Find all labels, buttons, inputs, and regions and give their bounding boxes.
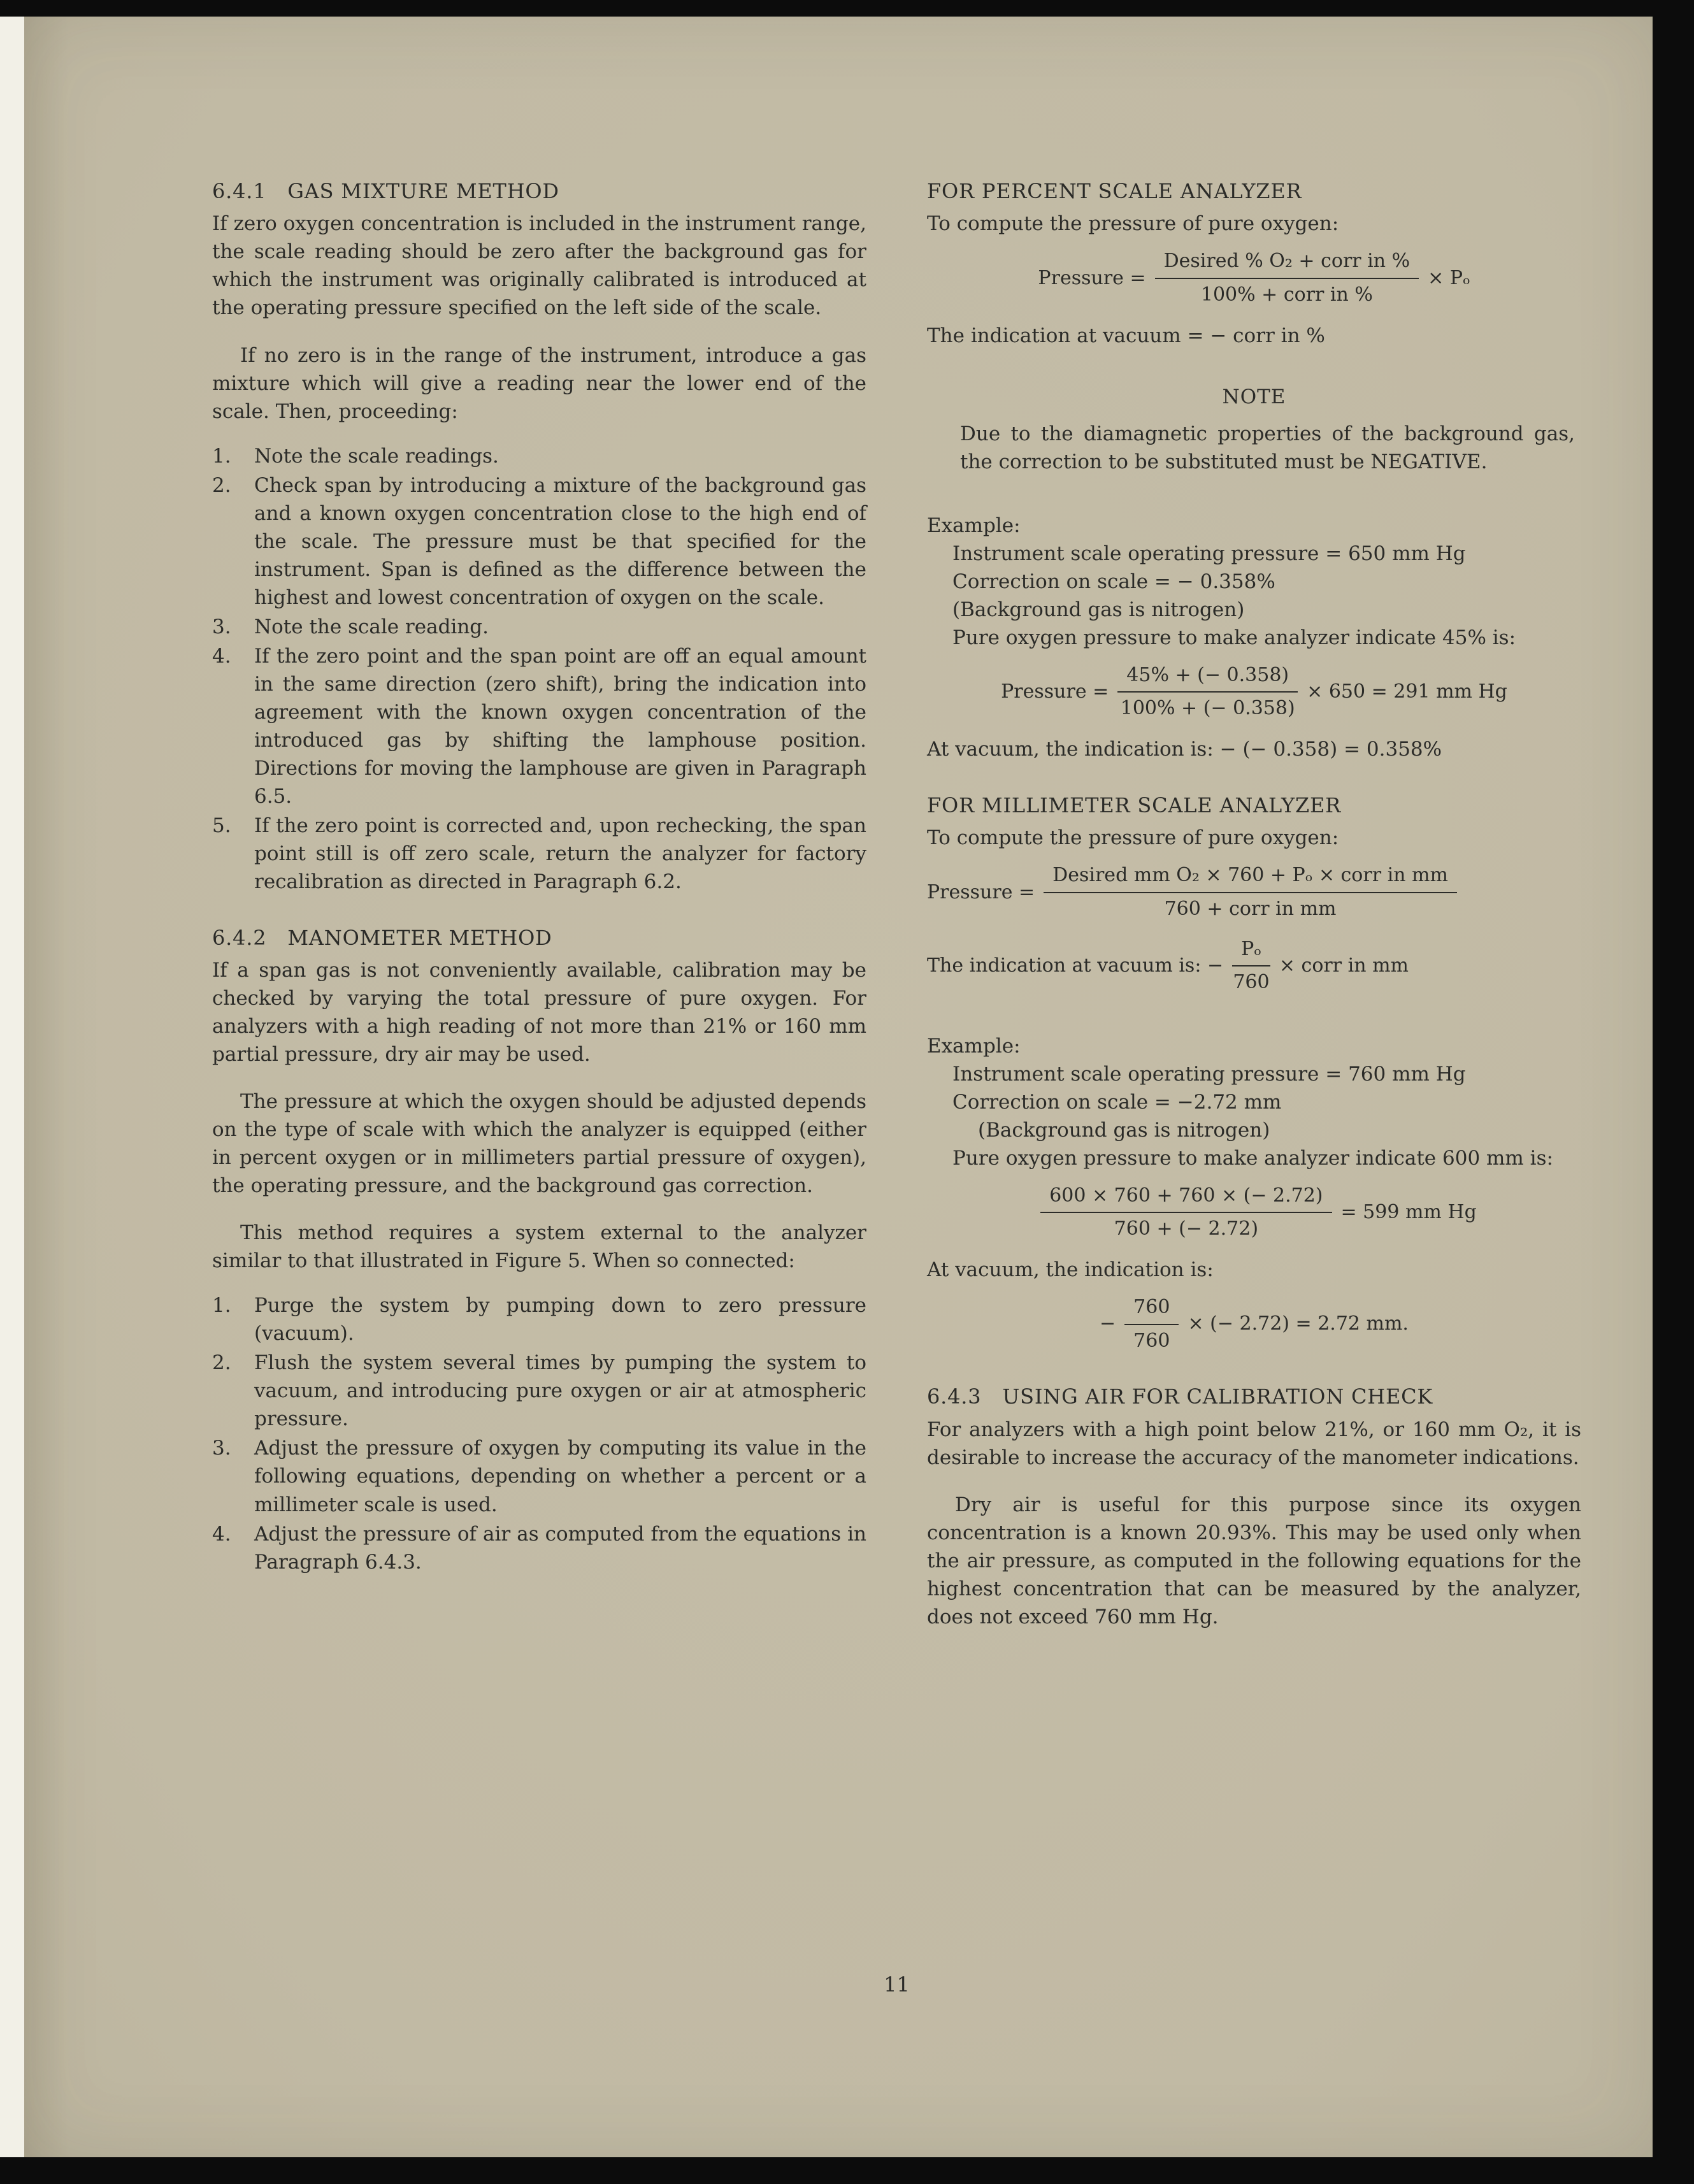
paragraph: The pressure at which the oxygen should be adjusted depends on the type of scale with which the analyzer is equipped (either in percent oxygen or in millimeters partial pressure of oxygen), the operating pressure, and the background gas correction. [212,1090,866,1198]
paragraph: If zero oxygen concentration is included in the instrument range, the scale reading should be zero after the background gas for which the instrument was originally calibrated is introduced at the operating pressure specified on the left side of the scale. [212,212,866,320]
numbered-list [212,442,866,896]
note-body: Due to the diamagnetic properties of the background gas, the correction to be substituted must be NEGATIVE. [960,422,1575,473]
note-heading: NOTE [1222,385,1286,408]
paragraph: If a span gas is not conveniently available, calibration may be checked by varying the total pressure of pure oxygen. For analyzers with a high reading of not more than 21% or 160 mm partial pressure, dry air may be used. [212,959,866,1067]
formula-lhs: Pressure = [927,880,1035,903]
formula-rhs: × Pₒ [1428,266,1470,289]
example-line: Instrument scale operating pressure = 650 mm Hg [952,542,1466,565]
numbered-list [212,1291,866,1576]
vacuum-result-line: At vacuum, the indication is: [927,1258,1214,1282]
fraction-denominator: 760 + (− 2.72) [1114,1218,1259,1240]
formula-rhs: × corr in mm [1279,954,1409,977]
formula-lhs: The indication at vacuum is: − [927,954,1224,977]
fraction [1232,936,1270,996]
fraction-numerator: 600 × 760 + 760 × (− 2.72) [1040,1182,1332,1214]
section-heading-641: 6.4.1 GAS MIXTURE METHOD [212,179,559,203]
list-item [212,471,866,612]
page-number: 11 [884,1972,910,1997]
list-number: 2. [212,473,231,497]
list-number: 2. [212,1351,231,1375]
example-line: Correction on scale = −2.72 mm [952,1090,1282,1114]
formula-rhs: × (− 2.72) = 2.72 mm. [1188,1312,1409,1335]
fraction-denominator: 760 [1233,971,1270,994]
list-text: Check span by introducing a mixture of the background gas and a known oxygen concentration close to the high end of the scale. The pressure must be that specified for the instrument. Span is defined as the difference between the highest and lowest concentration of oxygen on the scale. [254,473,866,609]
list-item [212,642,866,810]
paragraph: Dry air is useful for this purpose since its oxygen concentration is a known 20.93%. This may be used only when the air pressure, as computed in the following equations for the highest concentration that can be measured by the analyzer, does not exceed 760 mm Hg. [927,1493,1581,1628]
list-text: Flush the system several times by pumping the system to vacuum, and introducing pure oxygen or air at atmospheric pressure. [254,1351,866,1431]
list-text: Adjust the pressure of oxygen by computing its value in the following equations, depending on whether a percent or a millimeter scale is used. [254,1437,866,1516]
fraction [1155,248,1419,308]
vacuum-indication-line: The indication at vacuum = − corr in % [927,324,1325,347]
fraction-denominator: 100% + (− 0.358) [1120,697,1295,720]
list-item [212,1434,866,1518]
left-column [212,177,866,1635]
formula-lhs: Pressure = [1038,266,1146,289]
millimeter-scale-heading: FOR MILLIMETER SCALE ANALYZER [927,793,1342,817]
list-item [212,613,866,641]
list-number: 5. [212,814,231,837]
fraction-numerator: Pₒ [1232,936,1270,967]
fraction [1040,1182,1332,1243]
list-text: Note the scale readings. [254,444,499,468]
formula-mm-example [927,1182,1581,1243]
example-line: (Background gas is nitrogen) [952,598,1245,621]
formula-mm-vacuum-result [927,1294,1581,1354]
list-number: 4. [212,1522,231,1546]
vacuum-result-line: At vacuum, the indication is: − (− 0.358) = 0.358% [927,737,1442,761]
fraction-numerator: 760 [1124,1294,1179,1325]
paragraph: To compute the pressure of pure oxygen: [927,212,1339,236]
formula-rhs: × 650 = 291 mm Hg [1307,680,1507,703]
list-text: If the zero point and the span point are off an equal amount in the same direction (zero shift), bring the indication into agreement with the known oxygen concentration of the introduced gas by shifting the lamphouse position. Directions for moving the lamphouse are given in Paragraph 6.5. [254,644,866,808]
example-line: Pure oxygen pressure to make analyzer indicate 45% is: [952,626,1516,649]
fraction-numerator: Desired % O₂ + corr in % [1155,248,1419,279]
section-heading-643: 6.4.3 USING AIR FOR CALIBRATION CHECK [927,1384,1433,1409]
formula-percent-example [927,662,1581,722]
list-item [212,1520,866,1576]
list-number: 3. [212,615,231,638]
formula-lhs: Pressure = [1001,680,1109,703]
list-text: Purge the system by pumping down to zero pressure (vacuum). [254,1294,866,1346]
fraction [1117,662,1298,722]
paragraph: For analyzers with a high point below 21%, or 160 mm O₂, it is desirable to increase the accuracy of the manometer indications. [927,1418,1581,1469]
formula-rhs: = 599 mm Hg [1340,1201,1477,1224]
fraction-numerator: 45% + (− 0.358) [1117,662,1298,693]
section-heading-642: 6.4.2 MANOMETER METHOD [212,925,552,950]
paragraph: This method requires a system external to the analyzer similar to that illustrated in Figure 5. When so connected: [212,1221,866,1273]
fraction-denominator: 100% + corr in % [1200,284,1373,306]
list-text: If the zero point is corrected and, upon rechecking, the span point still is off zero scale, return the analyzer for factory recalibration as directed in Paragraph 6.2. [254,814,866,893]
example-line: Instrument scale operating pressure = 760 mm Hg [952,1062,1466,1086]
book-edge [0,17,24,2157]
list-text: Adjust the pressure of air as computed from the equations in Paragraph 6.4.3. [254,1522,866,1574]
percent-scale-heading: FOR PERCENT SCALE ANALYZER [927,179,1302,203]
list-number: 4. [212,644,231,668]
fraction [1124,1294,1179,1354]
page-content [24,17,1653,1635]
formula-lhs: − [1100,1312,1116,1335]
example-line: Pure oxygen pressure to make analyzer indicate 600 mm is: [952,1146,1553,1170]
right-column [927,177,1581,1635]
formula-mm-vacuum [927,936,1581,996]
paragraph: If no zero is in the range of the instrument, introduce a gas mixture which will give a reading near the lower end of the scale. Then, proceeding: [212,343,866,423]
fraction [1044,862,1457,923]
list-item [212,1349,866,1433]
formula-mm-pressure [927,862,1581,923]
list-item [212,1291,866,1347]
page [24,17,1653,2157]
list-text: Note the scale reading. [254,615,489,638]
formula-percent-pressure [927,248,1581,308]
example-line: Correction on scale = − 0.358% [952,570,1275,593]
paragraph: To compute the pressure of pure oxygen: [927,826,1339,850]
example-line: (Background gas is nitrogen) [978,1118,1270,1142]
fraction-denominator: 760 + corr in mm [1164,898,1337,921]
list-number: 1. [212,444,231,468]
example-label: Example: [927,1034,1021,1058]
example-label: Example: [927,514,1021,537]
list-item [212,442,866,470]
fraction-numerator: Desired mm O₂ × 760 + Pₒ × corr in mm [1044,862,1457,893]
list-number: 1. [212,1294,231,1318]
list-number: 3. [212,1437,231,1460]
list-item [212,812,866,896]
fraction-denominator: 760 [1133,1329,1170,1352]
